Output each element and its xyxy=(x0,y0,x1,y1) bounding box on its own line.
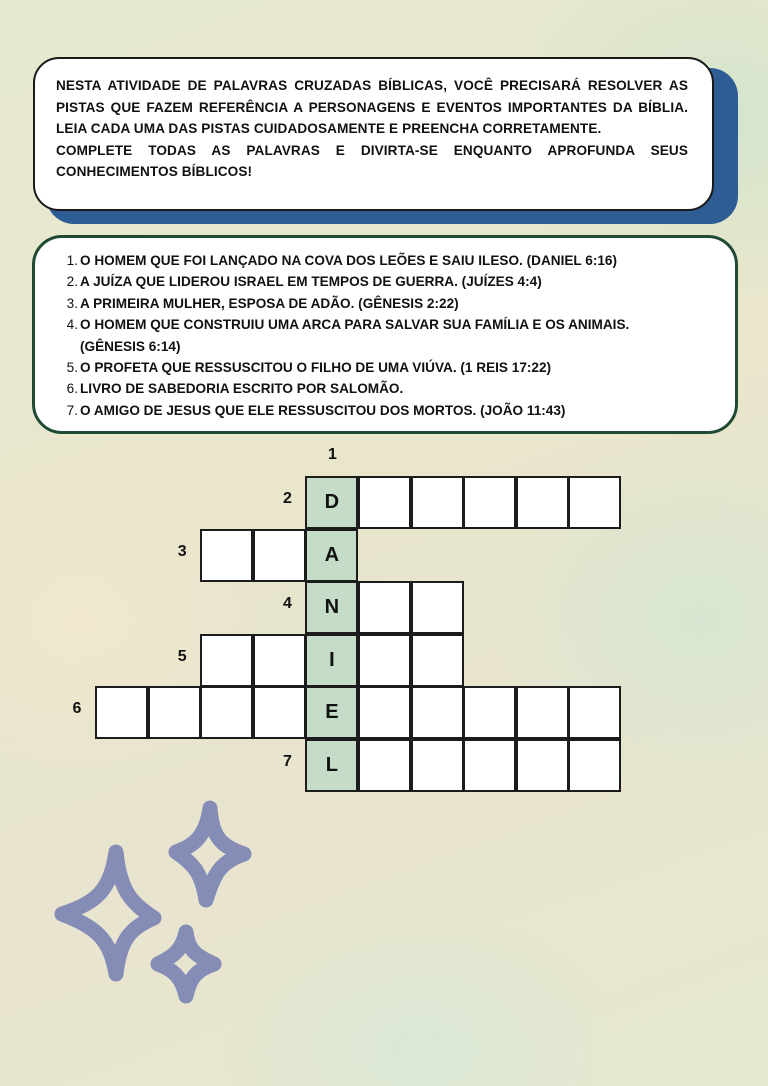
answer-cell[interactable] xyxy=(253,529,306,582)
clue-number: 5. xyxy=(66,360,78,376)
clue-number: 7. xyxy=(66,402,78,418)
clue-item-7 xyxy=(65,400,715,421)
clue-text: LIVRO DE SABEDORIA ESCRITO POR SALOMÃO. xyxy=(80,381,404,397)
answer-cell[interactable] xyxy=(200,634,253,687)
intro-paragraph-1: NESTA ATIVIDADE DE PALAVRAS CRUZADAS BÍBLICAS, VOCÊ PRECISARÁ RESOLVER AS PISTAS QUE FAZEM REFERÊNCIA A PERSONAGENS E EVENTOS IMPORTANTES DA BÍBLIA. LEIA CADA UMA DAS PISTAS CUIDADOSAMENTE E PREENCHA CORRETAMENTE. xyxy=(56,78,688,136)
intro-paragraph-2: COMPLETE TODAS AS PALAVRAS E DIVIRTA-SE ENQUANTO APROFUNDA SEUS CONHECIMENTOS BÍBLICOS! xyxy=(56,142,688,179)
intro-instructions-box xyxy=(33,57,714,211)
clue-text: A JUÍZA QUE LIDEROU ISRAEL EM TEMPOS DE GUERRA. (JUÍZES 4:4) xyxy=(80,274,542,290)
clue-item-3 xyxy=(65,293,715,314)
clue-text: A PRIMEIRA MULHER, ESPOSA DE ADÃO. (GÊNESIS 2:22) xyxy=(80,295,459,311)
key-letter-cell: D xyxy=(305,476,358,529)
clue-label-1: 1 xyxy=(327,446,337,463)
clue-number: 6. xyxy=(66,381,78,397)
answer-cell[interactable] xyxy=(200,686,253,739)
key-letter-cell: I xyxy=(305,634,358,687)
clue-number: 2. xyxy=(66,274,78,290)
key-letter-cell: E xyxy=(305,686,358,739)
key-letter-cell: N xyxy=(305,581,358,634)
key-letter-cell: L xyxy=(305,739,358,792)
clue-item-1 xyxy=(65,250,715,271)
large-star-icon xyxy=(62,852,154,974)
clue-label-5: 5 xyxy=(177,647,187,665)
answer-cell[interactable] xyxy=(516,476,569,529)
answer-cell[interactable] xyxy=(516,739,569,792)
answer-cell[interactable] xyxy=(200,529,253,582)
answer-cell[interactable] xyxy=(411,634,464,687)
answer-cell[interactable] xyxy=(411,739,464,792)
clue-text: O HOMEM QUE CONSTRUIU UMA ARCA PARA SALVAR SUA FAMÍLIA E OS ANIMAIS. xyxy=(80,317,630,333)
clue-label-2: 2 xyxy=(282,490,292,507)
answer-cell[interactable] xyxy=(568,686,621,739)
answer-cell[interactable] xyxy=(148,686,201,739)
answer-cell[interactable] xyxy=(463,739,516,792)
clue-item-6 xyxy=(65,378,715,399)
answer-cell[interactable] xyxy=(568,476,621,529)
answer-cell[interactable] xyxy=(358,739,411,792)
answer-cell[interactable] xyxy=(463,686,516,739)
clue-item-4 xyxy=(65,314,715,335)
answer-cell[interactable] xyxy=(253,634,306,687)
key-letter-cell: A xyxy=(305,529,358,582)
clue-label-7: 7 xyxy=(282,753,292,770)
clue-number: 1. xyxy=(66,253,78,268)
answer-cell[interactable] xyxy=(358,634,411,687)
answer-cell[interactable] xyxy=(411,476,464,529)
clue-text: O PROFETA QUE RESSUSCITOU O FILHO DE UMA VIÚVA. (1 REIS 17:22) xyxy=(80,360,552,376)
clue-item-5 xyxy=(65,357,715,378)
clue-label-4: 4 xyxy=(282,595,292,613)
medium-star-icon xyxy=(176,808,244,900)
clue-label-6: 6 xyxy=(72,700,82,718)
answer-cell[interactable] xyxy=(253,686,306,739)
answer-cell[interactable] xyxy=(358,686,411,739)
answer-cell[interactable] xyxy=(411,581,464,634)
clue-number: 3. xyxy=(66,295,78,311)
small-star-icon xyxy=(158,932,214,996)
clue-item-4-continuation: (GÊNESIS 6:14) xyxy=(80,338,181,354)
clue-label-3: 3 xyxy=(177,542,187,560)
sparkle-stars-icon xyxy=(40,790,270,1010)
answer-cell[interactable] xyxy=(411,686,464,739)
answer-cell[interactable] xyxy=(463,476,516,529)
answer-cell[interactable] xyxy=(516,686,569,739)
clue-number: 4. xyxy=(66,317,78,333)
answer-cell[interactable] xyxy=(358,476,411,529)
clues-box xyxy=(32,235,738,434)
clue-text: O AMIGO DE JESUS QUE ELE RESSUSCITOU DOS MORTOS. (JOÃO 11:43) xyxy=(80,402,566,418)
clue-text: O HOMEM QUE FOI LANÇADO NA COVA DOS LEÕES E SAIU ILESO. (DANIEL 6:16) xyxy=(80,253,617,268)
answer-cell[interactable] xyxy=(568,739,621,792)
clue-item-2 xyxy=(65,271,715,292)
answer-cell[interactable] xyxy=(95,686,148,739)
answer-cell[interactable] xyxy=(358,581,411,634)
